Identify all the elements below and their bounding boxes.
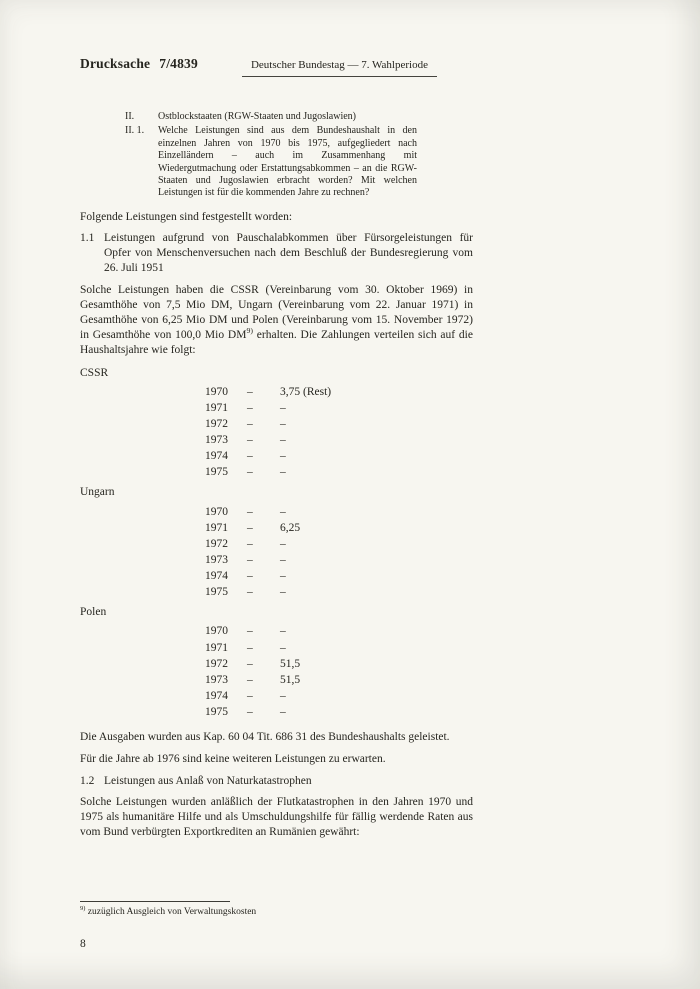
payment-value: – [280,401,286,414]
payment-year: 1970 [205,625,228,638]
payment-dash: – [247,570,253,583]
paragraph-flood: Solche Leistungen wurden anläßlich der Flutkatastrophen in den Jahren 1970 und 1975 als humanitäre Hilfe und als Umschuldungshilfe für fällig werdende Raten aus vom Bund verbürgten Exportkrediten an Rumänien gewährt: [80,795,473,838]
question-item-text: Welche Leistungen sind aus dem Bundeshaushalt in den einzelnen Jahren von 1970 bis 1975, aufgegliedert nach Einzelländern – auch im Zusammenhang mit Wiedergutmachung oder Erstattungsabkommen – an die RGW-Staaten und Jugoslawien erbracht worden? Mit welchen Leistungen ist für die kommenden Jahre zu rechnen? [158,125,417,199]
payment-row [80,584,473,600]
country-label: Polen [80,606,107,619]
payment-value: – [280,705,286,718]
payment-value: – [280,553,286,566]
doc-number: 7/4839 [159,56,198,71]
payment-dash: – [247,657,253,670]
payment-year: 1975 [205,466,228,479]
payment-row [80,704,473,720]
payment-dash: – [247,537,253,550]
payment-year: 1971 [205,641,228,654]
payment-dash: – [247,689,253,702]
payment-dash: – [247,505,253,518]
country-label: Ungarn [80,486,115,499]
footnote-text [80,904,257,917]
payment-dash: – [247,385,253,398]
payment-year: 1974 [205,689,228,702]
payment-row [80,552,473,568]
payment-row [80,568,473,584]
payment-rows [80,384,473,481]
payment-dash: – [247,418,253,431]
payment-row [80,623,473,639]
payment-value: – [280,641,286,654]
page-number: 8 [80,938,86,950]
section-1-2 [80,774,473,789]
payment-dash: – [247,521,253,534]
paragraph-budget: Die Ausgaben wurden aus Kap. 60 04 Tit. 686 31 des Bundeshaushalts geleistet. [80,730,450,743]
payment-dash: – [247,625,253,638]
payment-dash: – [247,586,253,599]
payment-dash: – [247,450,253,463]
payment-row [80,688,473,704]
paragraph-payments [80,283,473,359]
section-title: Leistungen aufgrund von Pauschalabkommen über Fürsorgeleistungen für Opfer von Menschenversuchen nach dem Beschluß der Bundesregierung vom 26. Juli 1951 [104,232,473,275]
payments-table [80,366,473,720]
payment-row [80,464,473,480]
payment-row [80,536,473,552]
payment-year: 1972 [205,657,228,670]
intro-paragraph: Folgende Leistungen sind festgestellt worden: [80,210,293,223]
payment-value: – [280,434,286,447]
payment-value: 51,5 [280,657,301,670]
payment-year: 1971 [205,401,228,414]
payment-year: 1975 [205,705,228,718]
footnote [80,901,256,917]
paragraph-text: erhalten. Die Zahlungen verteilen sich auf die Haushaltsjahre wie folgt: [80,329,473,357]
payment-value: – [280,586,286,599]
payment-dash: – [247,705,253,718]
payment-value: – [280,625,286,638]
section-number: 1.2 [80,775,95,788]
payment-row [80,432,473,448]
payment-group-cssr [80,366,473,481]
doc-type-label: Drucksache [80,56,151,71]
section-1-1 [80,231,473,277]
country-label: CSSR [80,366,109,379]
section-title: Leistungen aus Anlaß von Naturkatastrophen [104,775,312,788]
payment-dash: – [247,401,253,414]
payment-year: 1972 [205,418,228,431]
footnote-rule [80,901,230,902]
footnote-marker: 9) [80,904,86,912]
payment-row [80,640,473,656]
payment-year: 1973 [205,553,228,566]
payment-row [80,520,473,536]
paragraph-1976: Für die Jahre ab 1976 sind keine weiteren Leistungen zu erwarten. [80,753,386,766]
question-item-text: Ostblockstaaten (RGW-Staaten und Jugoslawien) [158,111,357,122]
payment-value: – [280,537,286,550]
payment-row [80,400,473,416]
payment-dash: – [247,553,253,566]
payment-value: – [280,689,286,702]
payment-dash: – [247,434,253,447]
payment-value: – [280,505,286,518]
header-title: Deutscher Bundestag — 7. Wahlperiode [242,59,437,77]
question-block [125,111,417,200]
payment-rows [80,504,473,601]
payment-rows [80,623,473,720]
payment-year: 1973 [205,434,228,447]
footnote-body: zuzüglich Ausgleich von Verwaltungskosten [87,907,257,917]
payment-row [80,416,473,432]
payment-year: 1971 [205,521,228,534]
payment-value: 3,75 (Rest) [280,385,332,398]
payment-row [80,656,473,672]
section-number: 1.1 [80,232,95,245]
payment-group-polen [80,605,473,720]
payment-year: 1970 [205,385,228,398]
payment-year: 1973 [205,673,228,686]
payment-row [80,448,473,464]
payment-value: – [280,450,286,463]
payment-year: 1975 [205,586,228,599]
payment-value: – [280,466,286,479]
page-header [80,56,473,77]
payment-row [80,504,473,520]
footnote-ref: 9) [246,326,253,336]
payment-dash: – [247,641,253,654]
question-item [125,111,417,123]
payment-value: 51,5 [280,673,301,686]
payment-value: 6,25 [280,521,301,534]
payment-year: 1970 [205,505,228,518]
payment-value: – [280,418,286,431]
payment-year: 1974 [205,570,228,583]
payment-row [80,384,473,400]
payment-year: 1972 [205,537,228,550]
question-item [125,125,417,199]
payment-group-ungarn [80,485,473,600]
paragraph-text: Solche Leistungen haben die CSSR (Vereinbarung vom 30. Oktober 1969) in Gesamthöhe von 7,5 Mio DM, Ungarn (Vereinbarung vom 22. Januar 1971) in Gesamthöhe von 6,25 Mio DM und Polen (Vereinbarung vom 15. November 1972) in Gesamthöhe von 100,0 Mio DM [80,283,473,342]
payment-value: – [280,570,286,583]
payment-dash: – [247,466,253,479]
payment-year: 1974 [205,450,228,463]
question-item-label: II. [125,111,135,122]
payment-row [80,672,473,688]
question-item-label: II. 1. [125,125,145,137]
payment-dash: – [247,673,253,686]
